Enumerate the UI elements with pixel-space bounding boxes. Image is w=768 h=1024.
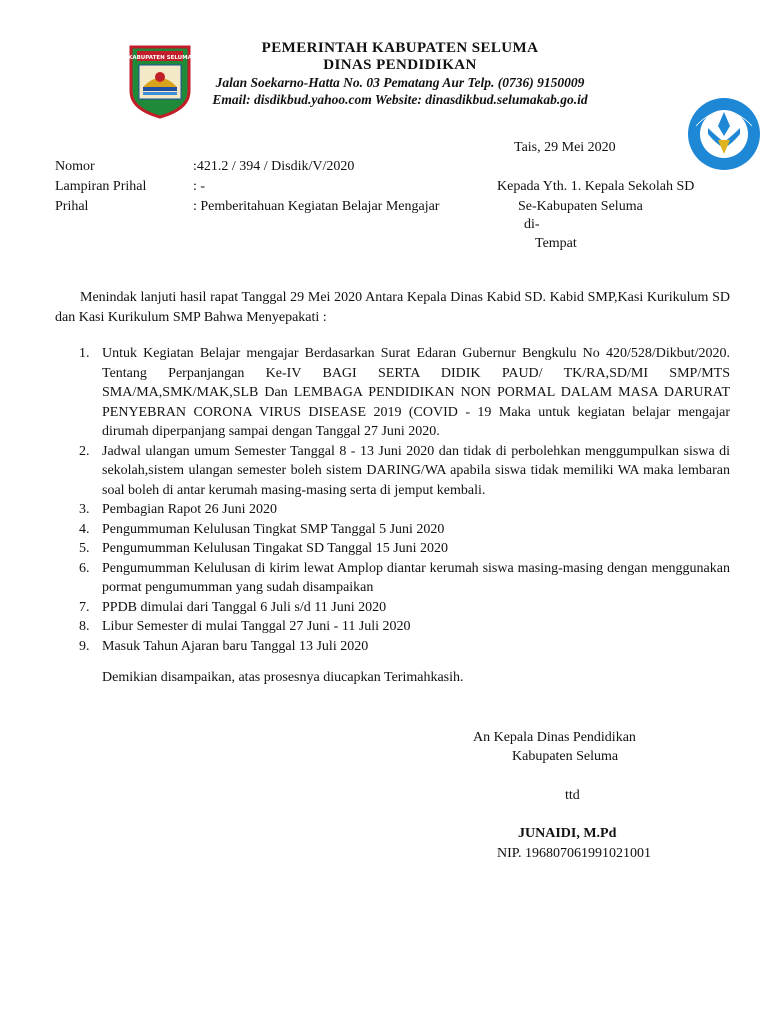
signatory-name: JUNAIDI, M.Pd [518,826,617,841]
list-item [55,598,730,618]
list-item-number: 2. [79,443,90,459]
agreement-list [55,344,730,656]
closing-sentence: Demikian disampaikan, atas prosesnya diucapkan Terimahkasih. [102,670,464,685]
list-item-text: Pengumumman Kelulusan Tingakat SD Tanggal 15 Juni 2020 [102,541,449,556]
kabupaten-seluma-logo [127,43,193,119]
lampiran-label: Lampiran Prihal [55,179,147,194]
list-item [55,637,730,657]
list-item-text: Masuk Tahun Ajaran baru Tanggal 13 Juli 2020 [102,638,369,654]
recipient-line-3: di- [524,217,540,232]
list-item-number: 3. [79,502,90,517]
tut-wuri-handayani-logo [686,96,762,172]
signature-title: An Kepala Dinas Pendidikan [473,730,636,745]
header-government: PEMERINTAH KABUPATEN SELUMA [261,40,539,56]
header-department: DINAS PENDIDIKAN [323,57,477,73]
list-item-text: Untuk Kegiatan Belajar mengajar Berdasarkan Surat Edaran Gubernur Bengkulu No 420/528/Dikbut/2020. Tentang Perpanjangan Ke-IV BAGI SERTA DIDIK PAUD/ TK/RA,SD/MI SMP/MTS SMA/MA,SMK/MAK,SLB Dan LEMBAGA PENDIDIKAN NON PORMAL DALAM MASA DARURAT PENYEBRAN CORONA VIRUS DISEASE 2019 (COVID - 19 Maka untuk kegiatan belajar mengajar dirumah diperpanjang sampai dengan Tanggal 27 Juni 2020. [102,346,730,439]
header-contact: Email: disdikbud.yahoo.com Website: dinasdikbud.selumakab.go.id [212,92,588,107]
nomor-label: Nomor [55,159,95,174]
list-item [55,500,730,520]
list-item-number: 1. [79,346,90,361]
list-item-text: Pembagian Rapot 26 Juni 2020 [102,502,277,517]
letterhead [190,40,610,108]
list-item [55,520,730,540]
recipient-line-4: Tempat [535,236,577,251]
list-item [55,344,730,442]
list-item-text: Libur Semester di mulai Tanggal 27 Juni - 11 Juli 2020 [102,619,411,634]
signature-office: Kabupaten Seluma [512,749,619,764]
list-item-text: Pengummuman Kelulusan Tingkat SMP Tanggal 5 Juni 2020 [102,521,445,537]
signature-ttd: ttd [565,788,580,803]
list-item-number: 4. [79,521,90,537]
signatory-nip: NIP. 196807061991021001 [497,846,652,861]
list-item [55,442,730,501]
nomor-value: :421.2 / 394 / Disdik/V/2020 [193,159,355,174]
list-item-number: 8. [79,619,90,634]
list-item-number: 6. [79,560,90,576]
list-item-text: Pengumumman Kelulusan di kirim lewat Amplop diantar kerumah siswa masing-masing dengan menggunakan pormat pengumumman yang sudah disampaikan [102,560,730,595]
recipient-line-1: Kepada Yth. 1. Kepala Sekolah SD [497,179,695,194]
list-item-number: 5. [79,541,90,556]
list-item [55,559,730,598]
recipient-line-2: Se-Kabupaten Seluma [518,199,643,214]
list-item-number: 9. [79,638,90,654]
list-item-text: PPDB dimulai dari Tanggal 6 Juli s/d 11 Juni 2020 [102,599,387,615]
letter-date: Tais, 29 Mei 2020 [514,140,616,155]
intro-paragraph: Menindak lanjuti hasil rapat Tanggal 29 Mei 2020 Antara Kepala Dinas Kabid SD. Kabid SMP,Kasi Kurikulum SD dan Kasi Kurikulum SMP Bahwa Menyepakati : [55,290,730,325]
list-item [55,617,730,637]
list-item [55,539,730,559]
prihal-label: Prihal [55,199,89,214]
header-address: Jalan Soekarno-Hatta No. 03 Pematang Aur Telp. (0736) 9150009 [215,75,585,90]
lampiran-value: : - [193,179,206,194]
svg-text:KABUPATEN SELUMA: KABUPATEN SELUMA [128,55,192,61]
prihal-value: : Pemberitahuan Kegiatan Belajar Mengajar [193,199,440,214]
list-item-number: 7. [79,599,90,615]
list-item-text: Jadwal ulangan umum Semester Tanggal 8 - 13 Juni 2020 dan tidak di perbolehkan menggumpulkan siswa di sekolah,sistem ulangan semester boleh sistem DARING/WA apabila siswa tidak memiliki WA maka lembaran soal boleh di antar kerumah masing-masing serta di jemput kembali. [102,443,730,498]
